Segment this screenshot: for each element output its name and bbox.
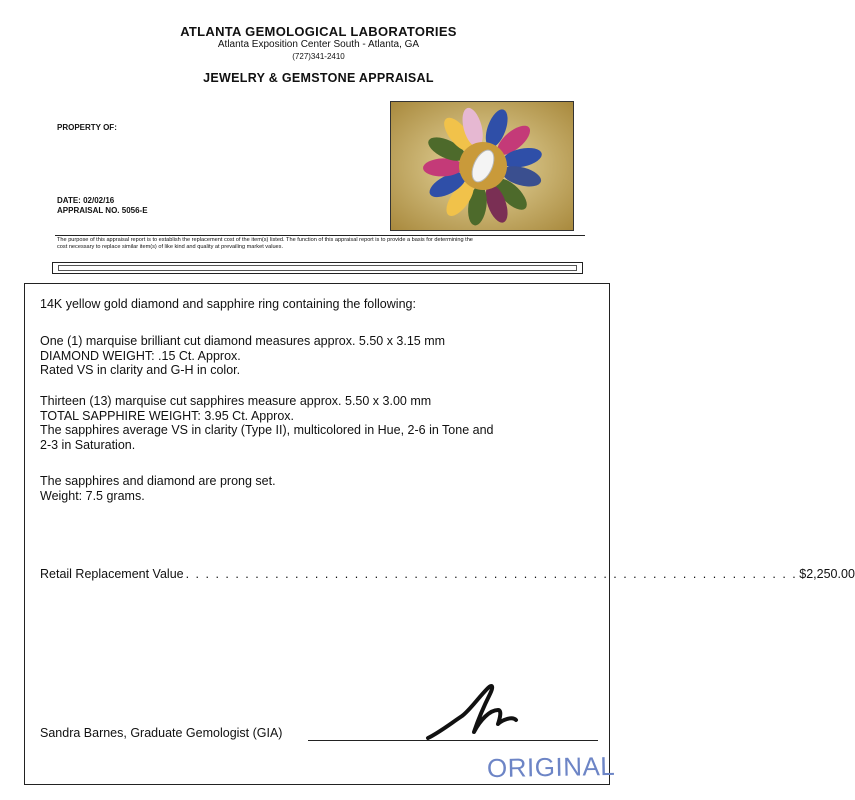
sapphire-line: TOTAL SAPPHIRE WEIGHT: 3.95 Ct. Approx. — [40, 408, 295, 423]
leader-dots: . . . . . . . . . . . . . . . . . . . . . . . . . . . . . . . . . . . . . . . . . . . . . . . . . . . . . . . . . . . . . . — [185, 567, 798, 581]
decorative-band-inner — [58, 265, 577, 271]
sapphire-line: The sapphires average VS in clarity (Type II), multicolored in Hue, 2-6 in Tone and — [40, 423, 494, 438]
document-title: JEWELRY & GEMSTONE APPRAISAL — [203, 71, 434, 85]
handwritten-signature — [420, 680, 530, 742]
item-intro: 14K yellow gold diamond and sapphire ring containing the following: — [40, 297, 416, 311]
header-divider — [55, 235, 585, 236]
appraisal-number: APPRAISAL NO. 5056-E — [57, 206, 148, 215]
purpose-statement — [57, 237, 582, 251]
setting-details — [40, 474, 276, 503]
ring-photo-icon — [391, 102, 573, 230]
diamond-details — [40, 334, 445, 378]
purpose-line-1: The purpose of this appraisal report is to establish the replacement cost of the item(s) listed. The function of this appraisal report is to provide a basis for determining the — [57, 237, 473, 243]
property-of-label: PROPERTY OF: — [57, 123, 117, 132]
purpose-line-2: cost necessary to replace similar item(s) of like kind and quality at prevailing market values. — [57, 244, 284, 251]
original-stamp: ORIGINAL — [486, 750, 616, 784]
setting-line: The sapphires and diamond are prong set. — [40, 474, 276, 488]
signature-line — [308, 740, 598, 741]
diamond-line: One (1) marquise brilliant cut diamond measures approx. 5.50 x 3.15 mm — [40, 334, 446, 348]
sapphire-details — [40, 394, 493, 452]
diamond-line: Rated VS in clarity and G-H in color. — [40, 363, 241, 378]
lab-phone: (727)341-2410 — [292, 52, 345, 61]
lab-address: Atlanta Exposition Center South - Atlanta, GA — [217, 39, 420, 50]
sapphire-line: Thirteen (13) marquise cut sapphires measure approx. 5.50 x 3.00 mm — [40, 394, 432, 408]
retail-value-label: Retail Replacement Value — [40, 567, 184, 581]
lab-name: ATLANTA GEMOLOGICAL LABORATORIES — [180, 24, 457, 39]
ring-photo — [390, 101, 574, 231]
sapphire-line: 2-3 in Saturation. — [40, 437, 136, 452]
retail-value-amount: $2,250.00 — [799, 567, 855, 581]
retail-value-row — [40, 567, 855, 581]
setting-line: Weight: 7.5 grams. — [40, 488, 145, 503]
appraiser-name: Sandra Barnes, Graduate Gemologist (GIA) — [40, 726, 283, 740]
appraisal-date: DATE: 02/02/16 — [57, 196, 115, 205]
diamond-line: DIAMOND WEIGHT: .15 Ct. Approx. — [40, 348, 241, 363]
